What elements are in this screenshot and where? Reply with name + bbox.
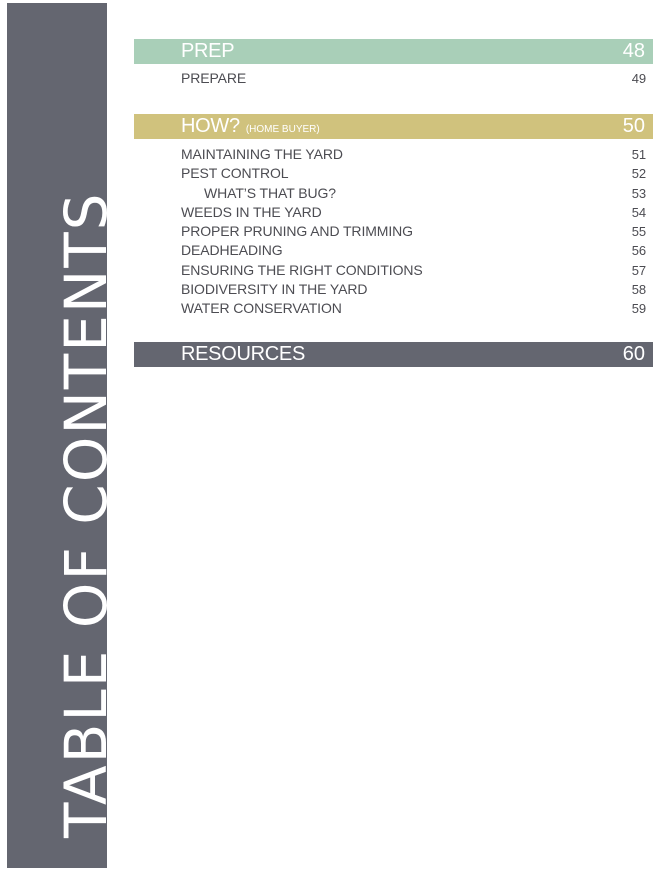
toc-entry[interactable] xyxy=(181,203,646,222)
toc-entry[interactable] xyxy=(181,280,646,299)
section-page-resources: 60 xyxy=(622,343,645,365)
toc-entry[interactable] xyxy=(181,145,646,164)
toc-entry[interactable] xyxy=(181,299,646,318)
toc-entry-page: 57 xyxy=(631,262,646,278)
toc-subentry[interactable] xyxy=(181,184,646,203)
toc-entry-page: 52 xyxy=(631,166,646,182)
toc-entry-page: 55 xyxy=(631,224,646,240)
toc-entry[interactable] xyxy=(181,261,646,280)
toc-entry-label: BIODIVERSITY IN THE YARD xyxy=(181,281,368,298)
section-title-resources: RESOURCES xyxy=(181,343,305,365)
section-title-how: HOW? (HOME BUYER) xyxy=(181,115,320,137)
toc-entry-label: PREPARE xyxy=(181,70,247,86)
toc-entry-label: WEEDS IN THE YARD xyxy=(181,203,322,220)
toc-entry-page: 56 xyxy=(631,243,646,259)
toc-entry-page: 54 xyxy=(631,204,646,220)
toc-entry[interactable] xyxy=(181,69,646,88)
toc-entry[interactable] xyxy=(181,164,646,183)
section-how[interactable] xyxy=(134,114,653,139)
toc-entry-label: ENSURING THE RIGHT CONDITIONS xyxy=(181,261,423,278)
toc-entry-page: 58 xyxy=(631,282,646,298)
toc-entry-label: PEST CONTROL xyxy=(181,165,289,182)
section-title-prep: PREP xyxy=(181,40,235,62)
section-prep[interactable] xyxy=(134,39,653,64)
section-resources[interactable] xyxy=(134,342,653,367)
page-title: TABLE OF CONTENTS xyxy=(52,191,120,838)
toc-entry-page: 53 xyxy=(631,185,646,201)
toc-entry[interactable] xyxy=(181,241,646,260)
toc-entry-label: PROPER PRUNING AND TRIMMING xyxy=(181,223,413,240)
toc-entry-label: MAINTAINING THE YARD xyxy=(181,146,343,162)
section-page-how: 50 xyxy=(622,115,645,137)
toc-entry-page: 49 xyxy=(631,71,646,86)
toc-entry-label: DEADHEADING xyxy=(181,242,283,259)
toc-entry-label: WATER CONSERVATION xyxy=(181,300,342,317)
section-page-prep: 48 xyxy=(622,40,645,62)
toc-entry-page: 59 xyxy=(631,301,646,317)
entries-prep xyxy=(181,69,646,88)
toc-entry-page: 51 xyxy=(631,147,646,162)
toc-entry[interactable] xyxy=(181,222,646,241)
toc-entry-label: WHAT’S THAT BUG? xyxy=(204,184,336,201)
entries-how xyxy=(181,145,646,319)
section-subtitle-how: (HOME BUYER) xyxy=(245,124,320,135)
